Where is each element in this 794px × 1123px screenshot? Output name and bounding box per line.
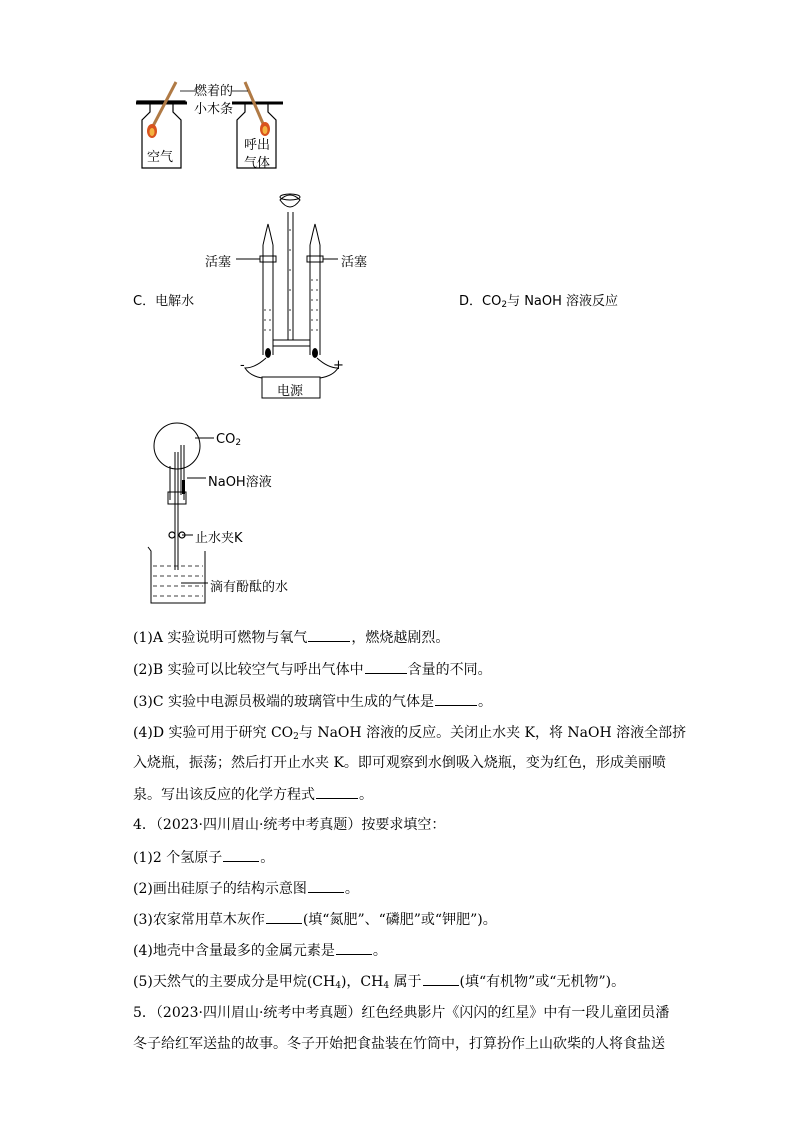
figure-c-caption: C．电解水 (133, 294, 195, 309)
q3-part2: (2)B 实验可以比较空气与呼出气体中 含量的不同。 (133, 659, 492, 680)
power-label: 电源 (277, 384, 304, 399)
q4-header: 4．（2023·四川眉山·统考中考真题）按要求填空： (133, 817, 446, 833)
q4-part4: (4)地壳中含量最多的金属元素是 。 (133, 940, 387, 961)
q3-part3: (3)C 实验中电源员极端的玻璃管中生成的气体是 。 (133, 691, 492, 712)
q3-part4-line1: (4)D 实验可用于研究 $CO_2$与 NaOH 溶液的反应。关闭止水夹 K，将 NaOH 溶液全部挤 (133, 725, 687, 742)
plus-sign: + (333, 358, 344, 373)
minus-sign: - (240, 358, 245, 373)
answer-blank[interactable] (223, 847, 259, 862)
q4-part1: (1)2 个氢原子 。 (133, 847, 274, 868)
phenolphthalein-water-label: 滴有酚酞的水 (210, 580, 289, 595)
burning-stick-label-2: 小木条 (194, 102, 234, 117)
answer-blank[interactable] (423, 971, 459, 986)
answer-blank[interactable] (308, 627, 350, 642)
q4-part5: (5)天然气的主要成分是甲烷$(CH_4)$，$CH_4$ 属于 (填“有机物”或“无机物”)。 (133, 971, 625, 996)
answer-blank[interactable] (336, 940, 372, 955)
answer-blank[interactable] (266, 909, 302, 924)
q3-part1: (1)A 实验说明可燃物与氧气 ，燃烧越剧烈。 (133, 627, 449, 648)
answer-blank[interactable] (316, 784, 358, 799)
answer-blank[interactable] (365, 659, 407, 674)
exhaled-label-2: 气体 (244, 156, 271, 171)
air-label: 空气 (147, 150, 174, 165)
answer-blank[interactable] (435, 691, 477, 706)
q3-part4-line2: 入烧瓶，振荡；然后打开止水夹 K。即可观察到水倒吸入烧瓶，变为红色，形成美丽喷 (133, 755, 666, 771)
clamp-k-label: 止水夹K (195, 531, 243, 546)
naoh-solution-label: NaOH溶液 (208, 475, 272, 490)
stopcock-right-label: 活塞 (341, 255, 368, 270)
q4-part3: (3)农家常用草木灰作 (填“氮肥”、“磷肥”或“钾肥”)。 (133, 909, 497, 930)
figure-d-caption: D．$CO_2$与 NaOH 溶液反应 (459, 294, 619, 310)
co2-label: $CO_2$ (216, 432, 242, 448)
exhaled-label-1: 呼出 (244, 138, 271, 153)
stopcock-left-label: 活塞 (205, 255, 232, 270)
q3-part4-line3: 泉。写出该反应的化学方程式 。 (133, 784, 373, 805)
q5-line1: 5．（2023·四川眉山·统考中考真题）红色经典影片《闪闪的红星》中有一段儿童团员潘 (133, 1005, 670, 1021)
burning-stick-label-1: 燃着的 (194, 84, 234, 99)
answer-blank[interactable] (308, 878, 344, 893)
q5-line2: 冬子给红军送盐的故事。冬子开始把食盐装在竹筒中，打算扮作上山砍柴的人将食盐送 (133, 1036, 665, 1052)
q4-part2: (2)画出硅原子的结构示意图 。 (133, 878, 359, 899)
